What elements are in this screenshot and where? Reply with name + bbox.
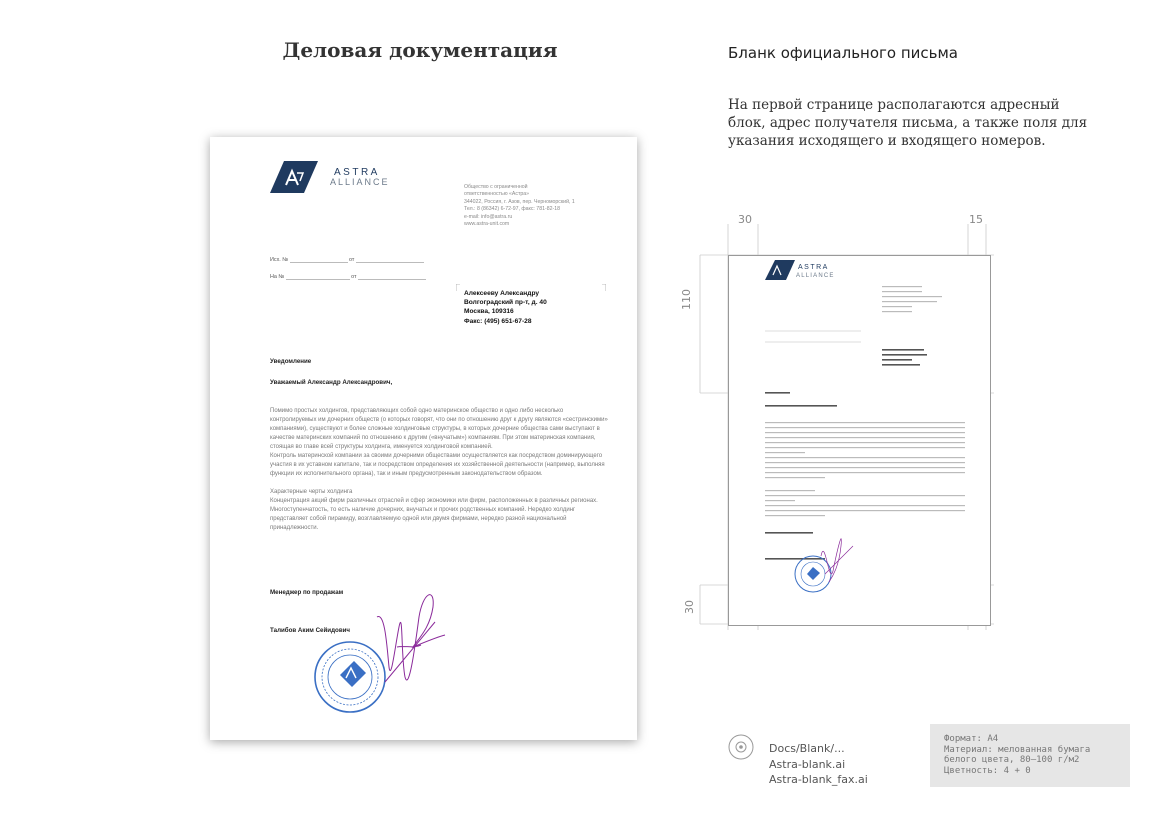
specs-text (944, 734, 1090, 776)
body-paragraph: Контроль материнской компании за своими дочерними обществами осуществляется как посредством доминирующего участия в их уставном капитале, так и посредством определения их хозяйственной деятельности (например, выполняя функции их исполнительного органа), так и иным предусмотренным законодательством образом. (270, 453, 605, 477)
letter-body (270, 407, 610, 533)
company-line: e-mail: info@astra.ru (464, 213, 513, 220)
signature-title: Менеджер по продажам (270, 589, 344, 596)
spec-line: Формат: А4 (944, 734, 999, 744)
handwritten-signature-icon (375, 587, 450, 697)
body-paragraph: Многоступенчатость, то есть наличие дочерних, внучатых и прочих родственных компаний. Нередко холдинг представляет собой пирамиду, возглавляемую одной или двумя фирмами, нередко разной национальной принадлежности. (270, 507, 576, 531)
file-name[interactable]: Astra-blank.ai (769, 757, 846, 771)
disc-icon (728, 734, 754, 760)
section-description: На первой странице располагаются адресный блок, адрес получателя письма, а также поля для указания исходящего и входящего номеров. (728, 97, 1088, 149)
spec-line: белого цвета, 80–100 г/м2 (944, 755, 1080, 765)
company-line: Тел.: 8 (86342) 6-72-97, факс: 781-82-18 (464, 206, 560, 213)
svg-text:ALLIANCE: ALLIANCE (796, 273, 835, 279)
incoming-date-label: от (351, 274, 357, 280)
body-paragraph: Характерные черты холдинга (270, 489, 353, 495)
company-line: 344022, Россия, г. Азов, пер. Черноморский, 1 (464, 198, 575, 205)
letter-thumbnail (728, 255, 991, 626)
recipient-address (464, 289, 604, 326)
recipient-line: Факс: (495) 651-67-28 (464, 317, 532, 325)
letter-sheet (210, 137, 637, 740)
greeting: Уважаемый Александр Александрович, (270, 379, 393, 386)
section-title: Бланк официального письма (728, 44, 958, 62)
margin-bottom-label: 30 (683, 600, 696, 614)
margin-left-label: 30 (738, 213, 752, 226)
outgoing-date-label: от (349, 257, 355, 263)
file-path[interactable]: Docs/Blank/... (769, 742, 845, 755)
margin-right-label: 15 (969, 213, 983, 226)
company-address-block (464, 184, 594, 228)
margin-top-label: 110 (680, 289, 693, 310)
svg-text:ASTRA: ASTRA (798, 264, 829, 271)
astra-logo (270, 161, 400, 193)
body-paragraph: Концентрация акций фирм различных отраслей и сфер экономики или фирм, расположенных в различных регионах. (270, 498, 598, 504)
signer-name: Талибов Аким Сейидович (270, 627, 351, 634)
company-line: ответственностью «Астра» (464, 191, 530, 198)
file-list (769, 741, 868, 788)
file-name[interactable]: Astra-blank_fax.ai (769, 773, 868, 786)
logo-text-line2: ALLIANCE (330, 177, 390, 187)
body-paragraph: Помимо простых холдингов, представляющих собой одно материнское общество и одно либо несколько контролируемых им дочерних обществ (о которых говорят, что они по отношению друг к другу являются «сестринскими» компаниями), существуют и более сложные холдинговые структуры, в которых дочерние общества сами выступают в качестве материнских компаний по отношению к другим («внучатым») компаниям. При этом материнская компания, стоящая во главе всей структуры холдинга, именуется холдинговой компанией. (270, 408, 608, 450)
outgoing-number-field (270, 257, 424, 263)
incoming-label: На № (270, 274, 285, 280)
page-title: Деловая документация (282, 38, 558, 62)
thumbnail-content-icon (729, 256, 990, 625)
logo-text-line1: ASTRA (334, 167, 380, 178)
spec-line: Цветность: 4 + 0 (944, 765, 1031, 776)
company-line: www.astra-unit.com (464, 221, 510, 228)
recipient-line: Москва, 109316 (464, 308, 514, 316)
notice-title: Уведомление (270, 358, 312, 365)
recipient-line: Алексееву Александру (464, 290, 540, 297)
company-line: Общество с ограниченной (464, 184, 528, 190)
incoming-number-field (270, 274, 426, 280)
spec-line: Материал: мелованная бумага (944, 744, 1091, 755)
recipient-line: Волгоградский пр-т, д. 40 (464, 299, 547, 307)
outgoing-label: Исх. № (270, 257, 289, 263)
